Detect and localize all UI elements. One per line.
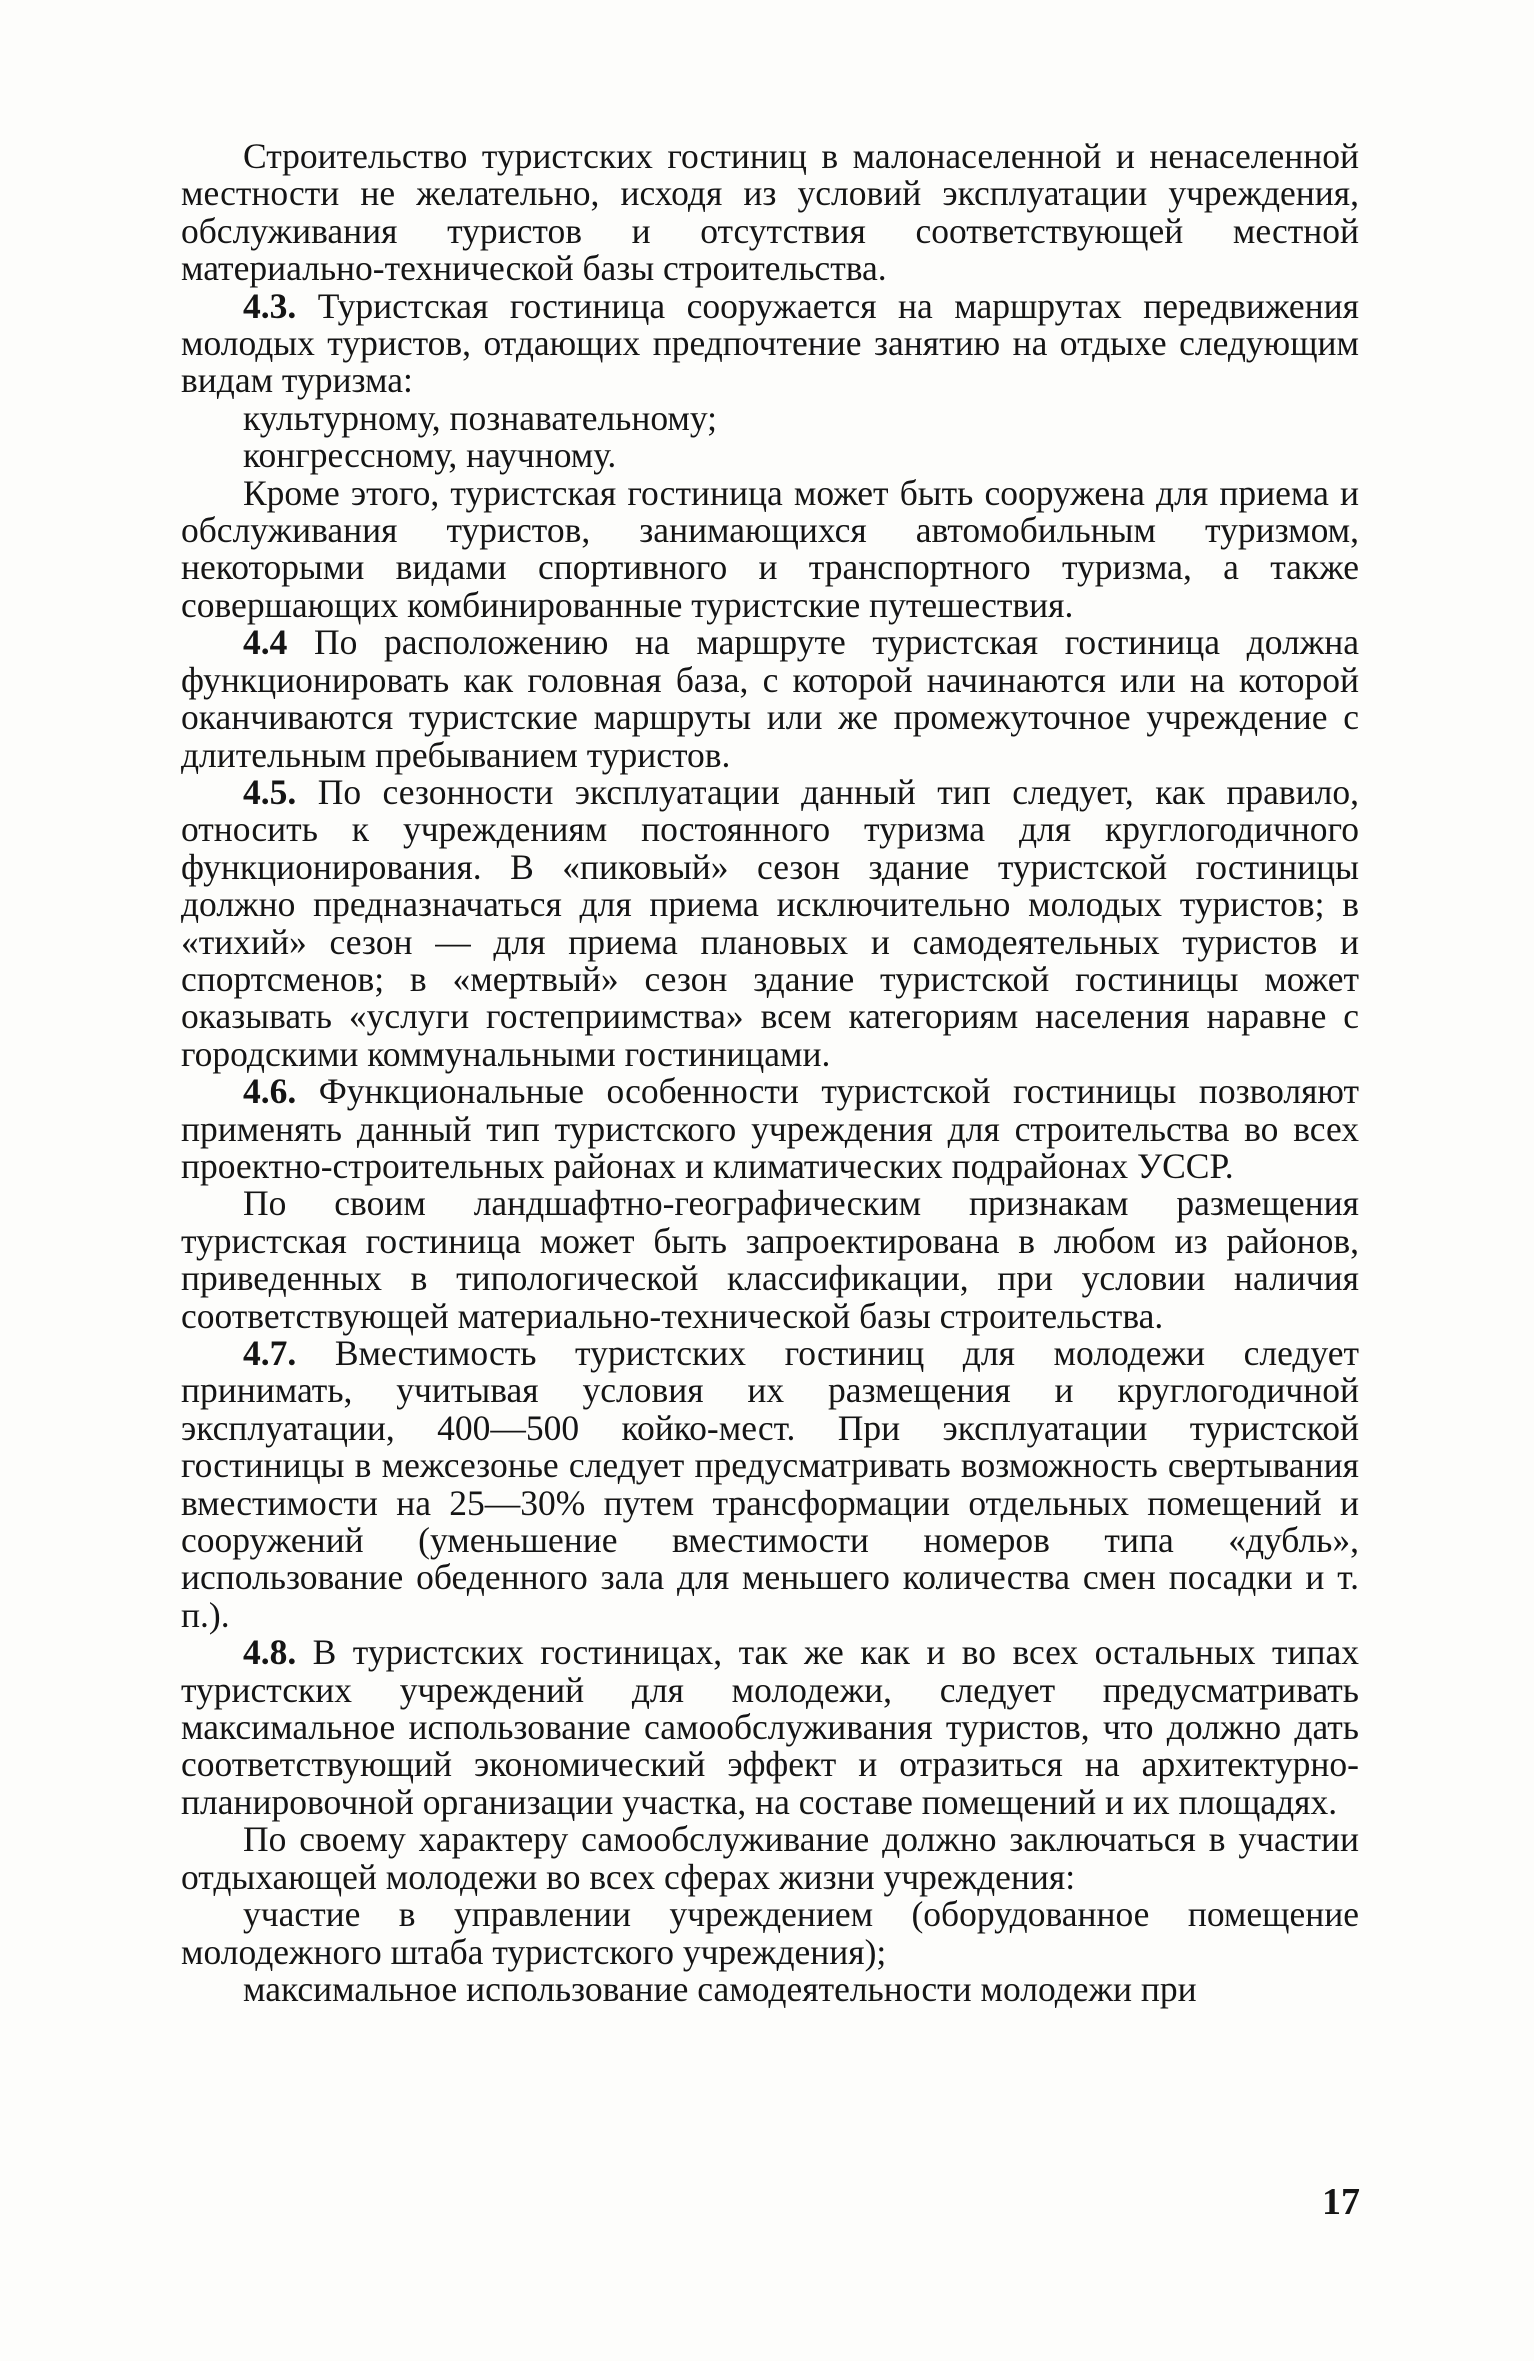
list-item bbox=[181, 397, 1359, 438]
paragraph-text: В туристских гостиницах, так же как и во всех остальных типах туристских учреждений для молодежи, следует предусматривать максимальное использование самообслуживания туристов, что должно дать соответствующий экономический эффект и отразиться на архитектурно-планировочной организации участка, на составе помещений и их площадях. bbox=[181, 1632, 1359, 1822]
section-number: 4.4 bbox=[243, 622, 288, 663]
paragraph-text: культурному, познавательному; bbox=[243, 397, 718, 438]
paragraph-text: Вместимость туристских гостиниц для молодежи следует принимать, учитывая условия их размещения и круглогодичной эксплуатации, 400—500 койко-мест. При эксплуатации туристской гостиницы в межсезонье следует предусматривать возможность свертывания вместимости на 25—30% путем трансформации отдельных помещений и сооружений (уменьшение вместимости номеров типа «дубль», использование обеденного зала для меньшего количества смен посадки и т. п.). bbox=[181, 1333, 1359, 1635]
paragraph bbox=[181, 1634, 1359, 1821]
paragraph-text: По расположению на маршруте туристская гостиница должна функционировать как головная база, с которой начинаются или на которой оканчиваются туристские маршруты или же промежуточное учреждение с длительным пребыванием туристов. bbox=[181, 622, 1359, 775]
paragraph-text: По своим ландшафтно-географическим признакам размещения туристская гостиница может быть запроектирована в любом из районов, приведенных в типологической классификации, при условии наличия соответствующей материально-технической базы строительства. bbox=[181, 1183, 1359, 1336]
paragraph-text: По сезонности эксплуатации данный тип следует, как правило, относить к учреждениям постоянного туризма для круглогодичного функционирования. В «пиковый» сезон здание туристской гостиницы должно предназначаться для приема исключительно молодых туристов; в «тихий» сезон — для приема плановых и самодеятельных туристов и спортсменов; в «мертвый» сезон здание туристской гостиницы может оказывать «услуги гостеприимства» всем категориям населения наравне с городскими коммунальными гостиницами. bbox=[181, 771, 1359, 1074]
paragraph-text: Функциональные особенности туристской гостиницы позволяют применять данный тип туристского учреждения для строительства во всех проектно-строительных районах и климатических подрайонах УССР. bbox=[181, 1071, 1359, 1186]
paragraph-text: участие в управлении учреждением (оборудованное помещение молодежного штаба туристского учреждения); bbox=[181, 1894, 1359, 1972]
section-number: 4.8. bbox=[243, 1632, 297, 1673]
list-item bbox=[181, 1968, 1359, 2009]
paragraph-text: максимальное использование самодеятельности молодежи при bbox=[243, 1968, 1197, 2009]
section-number: 4.7. bbox=[243, 1333, 297, 1373]
paragraph bbox=[181, 472, 1359, 625]
paragraph bbox=[181, 1821, 1359, 1896]
page-number: 17 bbox=[1322, 2181, 1360, 2223]
paragraph-text: По своему характеру самообслуживание должно заключаться в участии отдыхающей молодежи во всех сферах жизни учреждения: bbox=[181, 1819, 1359, 1897]
paragraph bbox=[181, 138, 1359, 288]
list-item bbox=[181, 1896, 1359, 1971]
section-number: 4.5. bbox=[243, 771, 297, 812]
section-number: 4.6. bbox=[243, 1071, 297, 1112]
paragraph-text: Туристская гостиница сооружается на маршрутах передвижения молодых туристов, отдающих предпочтение занятию на отдыхе следующим видам туризма: bbox=[181, 285, 1359, 401]
paragraph-text: конгрессному, научному. bbox=[243, 435, 617, 476]
section-number: 4.3. bbox=[243, 285, 297, 326]
paragraph bbox=[181, 285, 1359, 401]
paragraph bbox=[181, 624, 1359, 774]
paragraph-text: Строительство туристских гостиниц в малонаселенной и ненаселенной местности не желательно, исходя из условий эксплуатации учреждения, обслуживания туристов и отсутствия соответствующей местной материально-технической базы строительства. bbox=[181, 136, 1359, 289]
list-item bbox=[181, 437, 1359, 474]
paragraph-text: Кроме этого, туристская гостиница может быть сооружена для приема и обслуживания туристов, занимающихся автомобильным туризмом, некоторыми видами спортивного и транспортного туризма, а также совершающих комбинированные туристские путешествия. bbox=[181, 472, 1359, 625]
paragraph bbox=[181, 1073, 1359, 1185]
body-text bbox=[181, 138, 1359, 2008]
paragraph bbox=[181, 1335, 1359, 1634]
paragraph bbox=[181, 771, 1359, 1074]
paragraph bbox=[181, 1185, 1359, 1335]
